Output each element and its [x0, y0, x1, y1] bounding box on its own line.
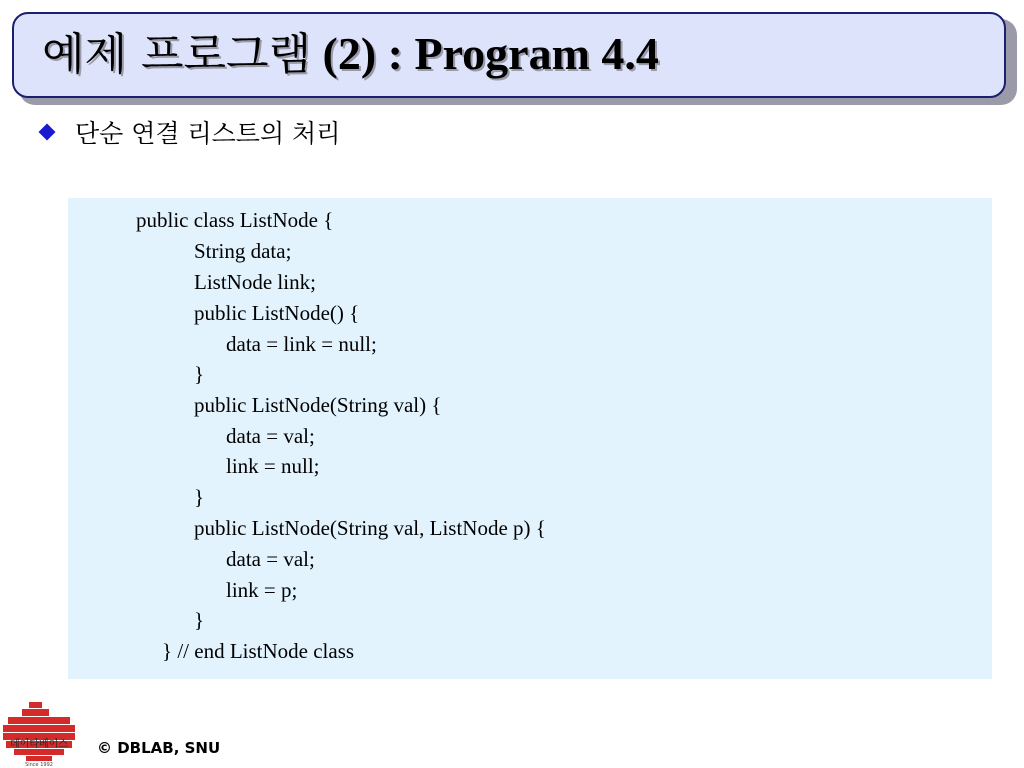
code-line-14: }: [194, 608, 205, 632]
code-line-1: public class ListNode {: [136, 208, 334, 232]
code-line-2: String data;: [194, 239, 292, 263]
code-line-11: public ListNode(String val, ListNode p) {: [194, 516, 546, 540]
code-line-9: link = null;: [226, 454, 320, 478]
code-line-8: data = val;: [226, 424, 315, 448]
code-line-15: } // end ListNode class: [162, 639, 355, 663]
slide-title: [42, 26, 659, 83]
svg-text:데이타베이스: 데이타베이스: [10, 739, 68, 750]
code-line-10: }: [194, 485, 205, 509]
bullet-text: 단순 연결 리스트의 처리: [75, 119, 341, 148]
code-line-3: ListNode link;: [194, 270, 316, 294]
svg-text:Since 1992: Since 1992: [25, 762, 53, 768]
bullet-item: [38, 116, 340, 148]
slide-title-korean: 예제 프로그램: [42, 29, 312, 80]
slide-title-program: (2) : Program 4.4: [311, 28, 659, 79]
dblab-logo: [0, 700, 78, 768]
code-line-5: data = link = null;: [226, 332, 377, 356]
code-line-12: data = val;: [226, 547, 315, 571]
code-line-4: public ListNode() {: [194, 301, 360, 325]
code-line-7: public ListNode(String val) {: [194, 393, 442, 417]
code-line-13: link = p;: [226, 578, 298, 602]
copyright-text: © DBLAB, SNU: [97, 739, 221, 757]
code-line-6: }: [194, 362, 205, 386]
diamond-bullet-icon: [39, 124, 56, 141]
